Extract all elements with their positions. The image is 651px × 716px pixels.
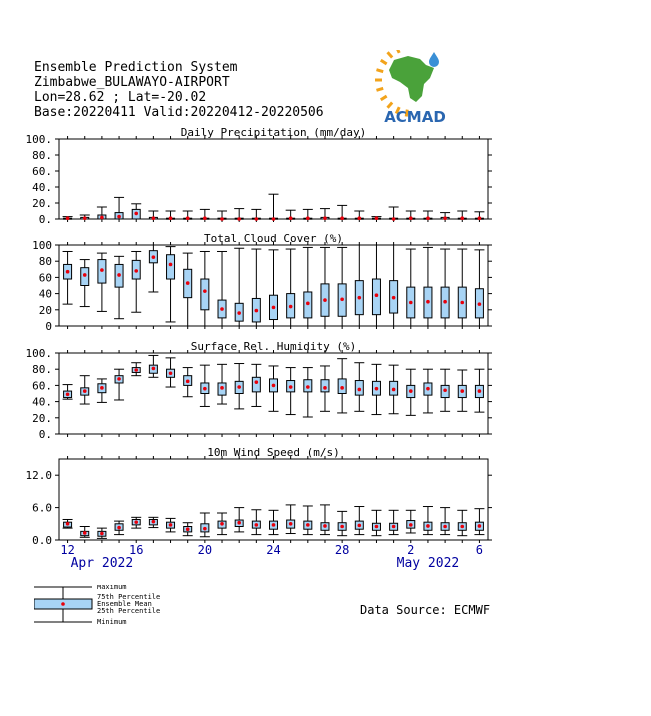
mean-dot (375, 387, 379, 391)
mean-dot (186, 216, 190, 220)
mean-dot (340, 386, 344, 390)
y-tick-label: 80. (32, 363, 52, 377)
mean-dot (289, 305, 293, 309)
station-name: Zimbabwe_BULAWAYO-AIRPORT (34, 75, 230, 90)
panel-title: Daily Precipitation (mm/day) (180, 126, 367, 139)
mean-dot (100, 268, 104, 272)
mean-dot (220, 217, 224, 221)
mean-dot (186, 380, 190, 384)
y-tick-label: 60 (38, 271, 52, 285)
iqr-box (321, 380, 329, 392)
y-tick-label: 100. (25, 347, 52, 360)
mean-dot (237, 385, 241, 389)
mean-dot (169, 371, 173, 375)
mean-dot (426, 387, 430, 391)
mean-dot (409, 389, 413, 393)
mean-dot (426, 524, 430, 528)
y-tick-label: 0. (38, 428, 52, 441)
mean-dot (169, 216, 173, 220)
y-tick-label: 40. (32, 395, 52, 409)
mean-dot (426, 300, 430, 304)
mean-dot (255, 523, 259, 527)
panel-title: Total Cloud Cover (%) (203, 232, 344, 245)
mean-dot (443, 525, 447, 529)
mean-dot (478, 389, 482, 393)
mean-dot (306, 302, 310, 306)
month-label: Apr 2022 (70, 556, 134, 571)
data-source: Data Source: ECMWF (360, 603, 491, 617)
mean-dot (409, 301, 413, 305)
legend-minimum: Minimum (97, 618, 127, 626)
x-tick-label: 2 (407, 543, 415, 557)
mean-dot (255, 380, 259, 384)
mean-dot (272, 306, 276, 310)
mean-dot (323, 298, 327, 302)
y-tick-label: 0. (38, 213, 52, 226)
mean-dot (134, 269, 138, 273)
x-tick-label: 16 (128, 543, 144, 557)
mean-dot (117, 526, 121, 530)
mean-dot (117, 273, 121, 277)
mean-dot (289, 385, 293, 389)
iqr-box (252, 377, 260, 392)
mean-dot (203, 387, 207, 391)
mean-dot (460, 216, 464, 220)
chart-title: Ensemble Prediction System (34, 60, 238, 75)
mean-dot (289, 216, 293, 220)
mean-dot (134, 212, 138, 216)
mean-dot (443, 388, 447, 392)
mean-dot (358, 388, 362, 392)
mean-dot (66, 522, 70, 526)
chart-panel-2 (32, 232, 492, 333)
mean-dot (152, 520, 156, 524)
y-tick-label: 20. (32, 411, 52, 425)
mean-dot (478, 216, 482, 220)
mean-dot (255, 217, 259, 221)
y-tick-label: 80 (38, 255, 52, 269)
mean-dot (169, 523, 173, 527)
x-tick-label: 24 (266, 543, 281, 557)
y-tick-label: 20. (32, 197, 52, 210)
mean-dot (117, 377, 121, 381)
mean-dot (306, 216, 310, 220)
mean-dot (375, 525, 379, 529)
mean-dot (255, 309, 259, 313)
legend-25th: 25th Percentile (97, 607, 161, 615)
mean-dot (306, 385, 310, 389)
mean-dot (220, 386, 224, 390)
y-tick-label: 0.0 (32, 534, 52, 547)
mean-dot (409, 523, 413, 527)
mean-dot (152, 367, 156, 371)
mean-dot (478, 524, 482, 528)
mean-dot (186, 281, 190, 285)
iqr-box (201, 279, 209, 310)
legend-75th: 75th Percentile (97, 593, 161, 601)
mean-dot (272, 217, 276, 221)
coordinates: Lon=28.62 ; Lat=-20.02 (34, 90, 207, 105)
mean-dot (460, 525, 464, 529)
y-tick-label: 60. (32, 379, 52, 393)
mean-dot (272, 523, 276, 527)
mean-dot (358, 524, 362, 528)
mean-dot (83, 389, 87, 393)
mean-dot (323, 386, 327, 390)
mean-dot (323, 216, 327, 220)
month-label: May 2022 (396, 556, 460, 571)
mean-dot (237, 217, 241, 221)
mean-dot (375, 216, 379, 220)
mean-dot (392, 388, 396, 392)
acmad-wordmark: ACMAD (384, 108, 446, 126)
panel-title: Surface Rel. Humidity (%) (190, 340, 357, 353)
mean-dot (203, 527, 207, 531)
y-tick-label: 6.0 (32, 501, 52, 515)
box-legend (34, 585, 204, 627)
mean-dot (83, 216, 87, 220)
y-tick-label: 40 (38, 287, 52, 301)
mean-dot (289, 522, 293, 526)
chart-panel-1 (26, 126, 493, 226)
x-tick-label: 12 (60, 543, 75, 557)
mean-dot (152, 255, 156, 259)
y-tick-label: 80. (32, 149, 52, 162)
mean-dot (83, 273, 87, 277)
mean-dot (169, 263, 173, 267)
x-tick-label: 20 (197, 543, 213, 557)
y-tick-label: 100 (32, 239, 52, 252)
iqr-box (167, 255, 175, 279)
mean-dot (306, 523, 310, 527)
mean-dot (83, 531, 87, 535)
mean-dot (426, 216, 430, 220)
legend-mean: Ensemble Mean (97, 600, 152, 608)
mean-dot (186, 527, 190, 531)
y-tick-label: 100. (25, 133, 52, 146)
mean-dot (220, 522, 224, 526)
legend-maximum: Maximum (97, 585, 127, 591)
mean-dot (375, 293, 379, 297)
mean-dot (66, 393, 70, 397)
x-tick-label: 6 (475, 543, 484, 557)
mean-dot (460, 389, 464, 393)
mean-dot (134, 368, 138, 372)
mean-dot (203, 289, 207, 293)
chart-panel-4 (26, 446, 493, 547)
mean-dot (340, 525, 344, 529)
mean-dot (66, 270, 70, 274)
mean-dot (237, 311, 241, 315)
mean-dot (237, 521, 241, 525)
mean-dot (392, 217, 396, 221)
mean-dot (358, 296, 362, 300)
mean-dot (340, 216, 344, 220)
y-tick-label: 20 (38, 303, 52, 317)
mean-dot (117, 215, 121, 219)
legend-mean-dot (61, 602, 65, 606)
y-tick-label: 40. (32, 181, 52, 194)
mean-dot (478, 302, 482, 306)
mean-dot (358, 216, 362, 220)
y-tick-label: 0 (45, 320, 52, 333)
y-tick-label: 60. (32, 165, 52, 178)
mean-dot (220, 307, 224, 311)
mean-dot (100, 386, 104, 390)
x-tick-label: 28 (334, 543, 350, 557)
base-valid-dates: Base:20220411 Valid:20220412-20220506 (34, 105, 324, 120)
mean-dot (392, 296, 396, 300)
mean-dot (152, 216, 156, 220)
mean-dot (392, 525, 396, 529)
mean-dot (134, 520, 138, 524)
y-tick-label: 12.0 (25, 469, 52, 483)
mean-dot (272, 384, 276, 388)
mean-dot (340, 297, 344, 301)
mean-dot (100, 216, 104, 220)
mean-dot (443, 216, 447, 220)
mean-dot (443, 300, 447, 304)
mean-dot (203, 216, 207, 220)
mean-dot (409, 216, 413, 220)
mean-dot (66, 216, 70, 220)
chart-panel-3 (26, 340, 493, 441)
mean-dot (460, 301, 464, 305)
mean-dot (100, 532, 104, 536)
mean-dot (323, 524, 327, 528)
panel-title: 10m Wind Speed (m/s) (207, 446, 340, 459)
